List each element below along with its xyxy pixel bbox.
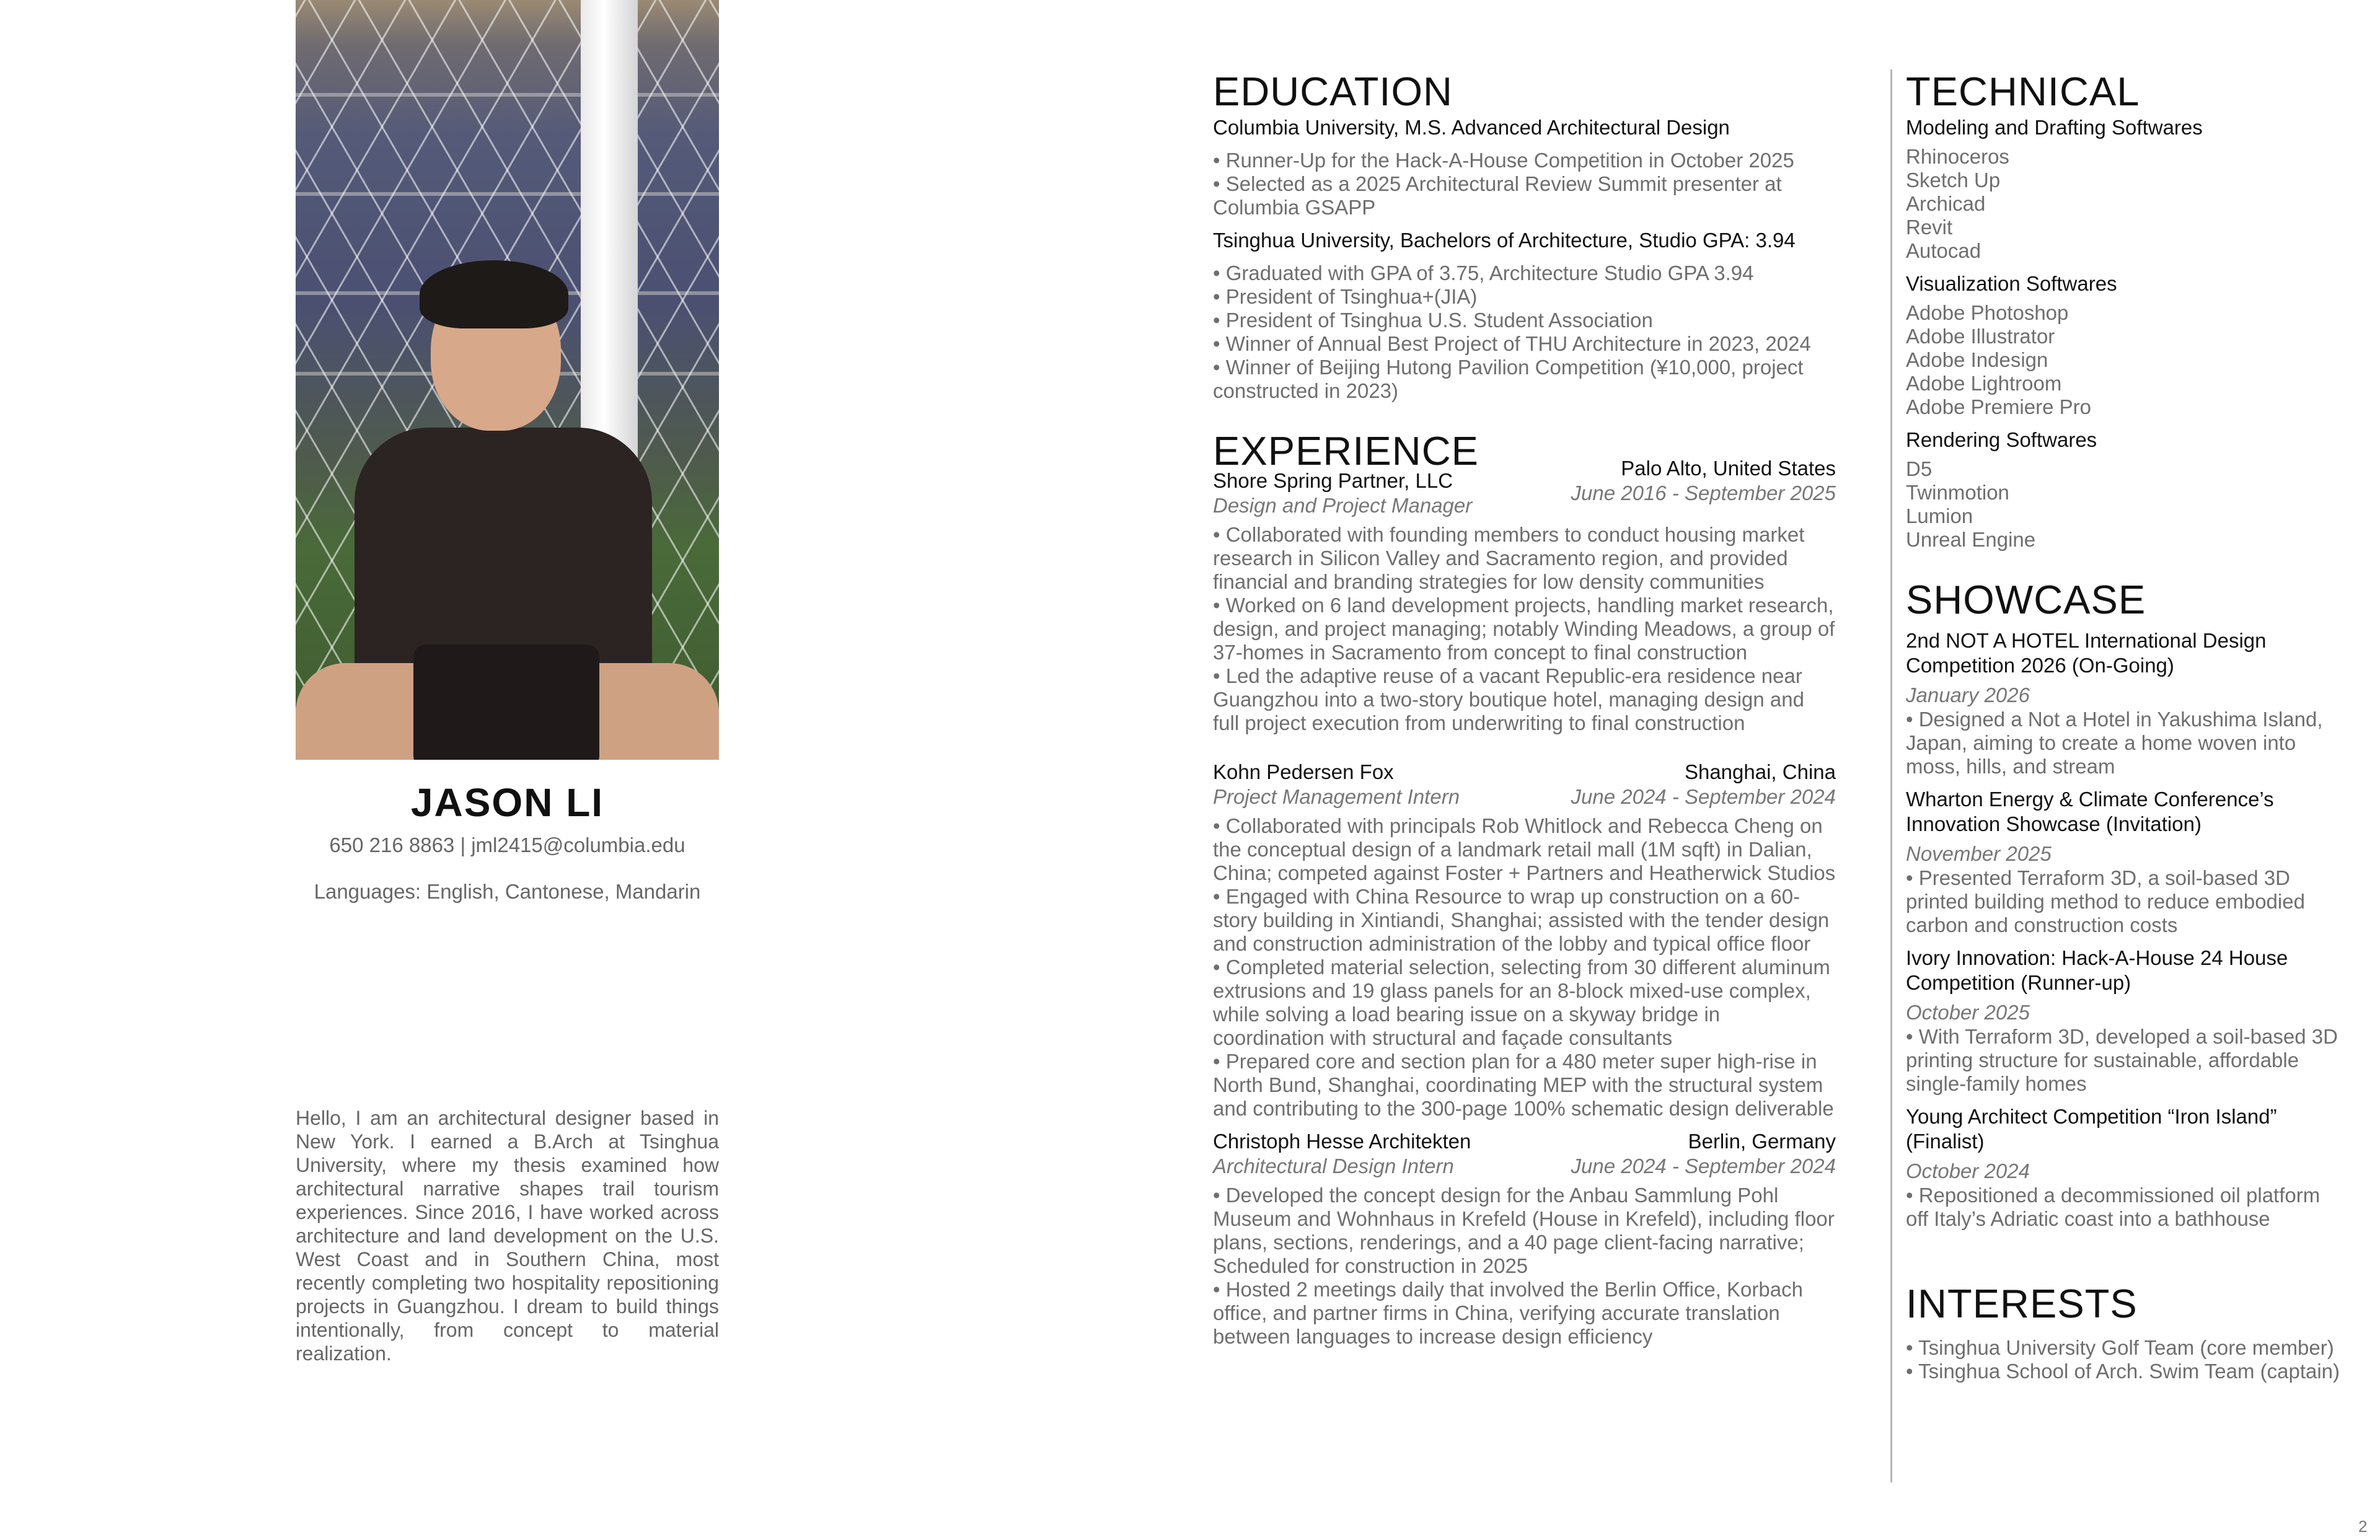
skill-item: Twinmotion — [1906, 481, 2009, 504]
school-title: Tsinghua University, Bachelors of Architecture, Studio GPA: 3.94 — [1213, 229, 1796, 252]
education-entry — [1213, 115, 1836, 219]
job-entry — [1213, 1129, 1836, 1349]
bullet: • President of Tsinghua+(JIA) — [1213, 285, 1478, 308]
education-heading: EDUCATION — [1213, 69, 1453, 114]
page-number: 2 — [2358, 1517, 2368, 1536]
skill-group-title: Rendering Softwares — [1906, 428, 2097, 451]
bullet: • Collaborated with principals Rob Whitlock and Rebecca Cheng on the conceptual design of a landmark retail mall (1M sqft) in Dalian, China; competed against Foster + Partners and Heatherwick Studios — [1213, 814, 1836, 884]
bio-paragraph: Hello, I am an architectural designer based in New York. I earned a B.Arch at Tsinghua University, where my thesis examined how architectural narrative shapes trail tourism experiences. Since 2016, I have worked across architecture and land development on the U.S. West Coast and in Southern China, most recently completing two hospitality repositioning projects in Guangzhou. I dream to build things intentionally, from concept to material realization. — [296, 1107, 719, 1365]
company-name: Christoph Hesse Architekten — [1213, 1130, 1471, 1153]
skill-item: Archicad — [1906, 192, 1986, 215]
bullet: • Completed material selection, selecting from 30 different aluminum extrusions and 19 glass panels for an 8-block mixed-use complex, while solving a load bearing issue on a skyway bridge in coordination with structural and façade consultants — [1213, 956, 1830, 1049]
job-dates: June 2016 - September 2025 — [1571, 482, 1836, 504]
company-name: Kohn Pedersen Fox — [1213, 760, 1394, 783]
education-entry — [1213, 228, 1836, 403]
showcase-date: October 2024 — [1906, 1159, 2030, 1182]
skill-item: Adobe Illustrator — [1906, 325, 2055, 348]
skill-item: D5 — [1906, 457, 1933, 480]
showcase-text: • Repositioned a decommissioned oil platform off Italy’s Adriatic coast into a bathhouse — [1906, 1184, 2320, 1230]
showcase-heading: SHOWCASE — [1906, 577, 2146, 622]
bullet: • Developed the concept design for the Anbau Sammlung Pohl Museum and Wohnhaus in Krefeld (House in Krefeld), including floor plans, sections, renderings, and a 40 page client-facing narrative; Scheduled for construction in 2025 — [1213, 1184, 1835, 1277]
main-column — [1213, 68, 1836, 1349]
skill-item: Adobe Premiere Pro — [1906, 395, 2091, 418]
job-dates: June 2024 - September 2024 — [1571, 785, 1836, 808]
showcase-item — [1906, 946, 2340, 1096]
showcase-text: • Designed a Not a Hotel in Yakushima Island, Japan, aiming to create a home woven into moss, hills, and stream — [1906, 708, 2323, 778]
technical-heading: TECHNICAL — [1906, 69, 2140, 114]
school-title: Columbia University, M.S. Advanced Architectural Design — [1213, 116, 1730, 139]
skill-group-title: Visualization Softwares — [1906, 272, 2117, 295]
bullet: • Graduated with GPA of 3.75, Architecture Studio GPA 3.94 — [1213, 262, 1754, 284]
skill-group — [1906, 115, 2340, 263]
job-role: Architectural Design Intern — [1213, 1155, 1454, 1177]
skill-item: Adobe Indesign — [1906, 348, 2048, 371]
bullet: • Winner of Annual Best Project of THU Architecture in 2023, 2024 — [1213, 332, 1811, 355]
job-role: Project Management Intern — [1213, 785, 1460, 808]
job-entry — [1213, 456, 1836, 735]
showcase-title: Wharton Energy & Climate Conference’s Innovation Showcase (Invitation) — [1906, 788, 2274, 835]
experience-heading: EXPERIENCE — [1213, 428, 1479, 473]
bullet: • Prepared core and section plan for a 480 meter super high-rise in North Bund, Shanghai, coordinating MEP with the structural system and contributing to the 300-page 100% schematic design deliverable — [1213, 1050, 1834, 1120]
bullet: • Winner of Beijing Hutong Pavilion Competition (¥10,000, project constructed in 2023) — [1213, 356, 1804, 402]
bullet: • Selected as a 2025 Architectural Review Summit presenter at Columbia GSAPP — [1213, 172, 1782, 219]
interest-item: • Tsinghua School of Arch. Swim Team (captain) — [1906, 1360, 2340, 1383]
showcase-text: • Presented Terraform 3D, a soil-based 3D printed building method to reduce embodied carbon and construction costs — [1906, 866, 2305, 936]
job-role: Design and Project Manager — [1213, 494, 1473, 517]
showcase-title: 2nd NOT A HOTEL International Design Competition 2026 (On-Going) — [1906, 629, 2267, 677]
bullet: • President of Tsinghua U.S. Student Association — [1213, 309, 1653, 332]
contact-info: 650 216 8863 | jml2415@columbia.edu — [329, 834, 685, 856]
skill-item: Unreal Engine — [1906, 528, 2036, 551]
side-column — [1906, 68, 2340, 1383]
job-dates: June 2024 - September 2024 — [1571, 1155, 1836, 1177]
job-entry — [1213, 760, 1836, 1120]
job-location: Palo Alto, United States — [1621, 457, 1836, 480]
interest-item: • Tsinghua University Golf Team (core member) — [1906, 1336, 2334, 1359]
showcase-text: • With Terraform 3D, developed a soil-based 3D printing structure for sustainable, affordable single-family homes — [1906, 1025, 2338, 1095]
showcase-title: Young Architect Competition “Iron Island” (Finalist) — [1906, 1105, 2277, 1153]
showcase-date: January 2026 — [1906, 684, 2030, 706]
showcase-date: November 2025 — [1906, 842, 2052, 865]
skill-item: Adobe Photoshop — [1906, 301, 2069, 324]
skill-item: Autocad — [1906, 239, 1981, 262]
bullet: • Led the adaptive reuse of a vacant Republic-era residence near Guangzhou into a two-story boutique hotel, managing design and full project execution from underwriting to final construction — [1213, 664, 1804, 734]
bullet: • Hosted 2 meetings daily that involved the Berlin Office, Korbach office, and partner firms in China, verifying accurate translation between languages to increase design efficiency — [1213, 1278, 1803, 1348]
skill-item: Sketch Up — [1906, 169, 2001, 191]
job-location: Berlin, Germany — [1688, 1130, 1836, 1153]
bullet: • Collaborated with founding members to conduct housing market research in Silicon Valley and Sacramento region, and provided financial and branding strategies for low density communities — [1213, 523, 1805, 593]
person-name: JASON LI — [410, 780, 604, 825]
skill-item: Lumion — [1906, 504, 1973, 527]
bullet: • Runner-Up for the Hack-A-House Competition in October 2025 — [1213, 149, 1794, 172]
interests-heading: INTERESTS — [1906, 1281, 2138, 1326]
skill-item: Revit — [1906, 216, 1953, 239]
skill-group — [1906, 271, 2340, 419]
skill-group — [1906, 428, 2340, 552]
company-name: Shore Spring Partner, LLC — [1213, 469, 1453, 492]
profile-photo — [296, 0, 719, 760]
skill-item: Rhinoceros — [1906, 145, 2009, 168]
showcase-item — [1906, 1104, 2340, 1231]
showcase-title: Ivory Innovation: Hack-A-House 24 House Competition (Runner-up) — [1906, 946, 2288, 994]
showcase-item — [1906, 787, 2340, 937]
job-location: Shanghai, China — [1684, 760, 1836, 783]
bullet: • Worked on 6 land development projects, handling market research, design, and project managing; notably Winding Meadows, a group of 37-homes in Sacramento from concept to final construction — [1213, 594, 1835, 664]
column-divider — [1890, 69, 1892, 1482]
showcase-item — [1906, 628, 2340, 778]
skill-group-title: Modeling and Drafting Softwares — [1906, 116, 2203, 139]
bullet: • Engaged with China Resource to wrap up construction on a 60-story building in Xintiandi, Shanghai; assisted with the tender design and construction administration of the lobby and typical office floor — [1213, 885, 1830, 955]
skill-item: Adobe Lightroom — [1906, 372, 2062, 395]
showcase-date: October 2025 — [1906, 1001, 2030, 1024]
languages: Languages: English, Cantonese, Mandarin — [314, 880, 701, 903]
